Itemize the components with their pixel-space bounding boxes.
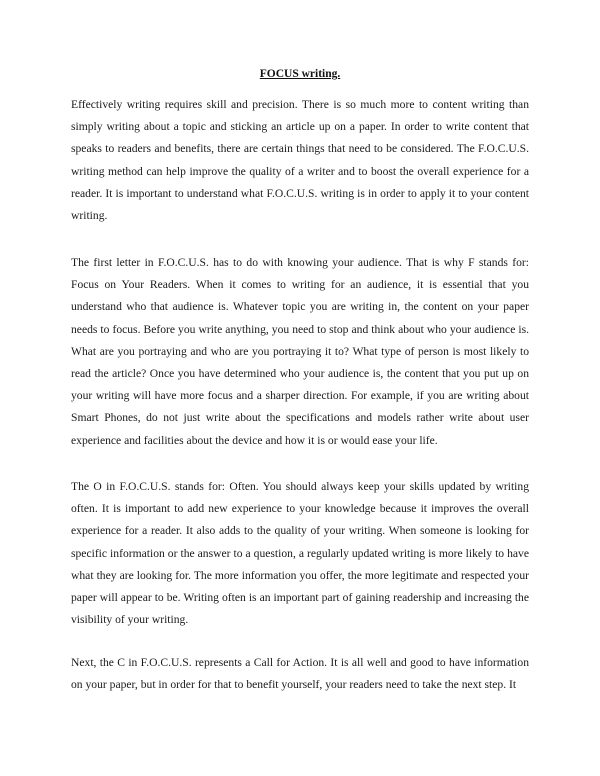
- paragraph-introduction: Effectively writing requires skill and precision. There is so much more to content writing than simply writing about a topic and sticking an article up on a paper. In order to write content that speaks to readers and benefits, there are certain things that need to be considered. The F.O.C.U.S. writing method can help improve the quality of a writer and to boost the overall experience for a reader. It is important to understand what F.O.C.U.S. writing is in order to apply it to your content writing.: [71, 98, 529, 223]
- paragraph-focus-on-readers: The first letter in F.O.C.U.S. has to do with knowing your audience. That is why F stands for: Focus on Your Readers. When it comes to writing for an audience, it is essential that you understand who that audience is. Whatever topic you are writing in, the content on your paper needs to focus. Before you write anything, you need to stop and think about who your audience is. What are you portraying and who are you portraying it to? What type of person is most likely to read the article? Once you have determined who your audience is, the content that you put up on your writing will have more focus and a sharper direction. For example, if you are writing about Smart Phones, do not just write about the specifications and models rather write about user experience and facilities about the device and how it is or would ease your life.: [71, 256, 529, 447]
- paragraph-call-for-action: Next, the C in F.O.C.U.S. represents a Call for Action. It is all well and good to have information on your paper, but in order for that to benefit yourself, your readers need to take the next step. It: [71, 656, 529, 692]
- paragraph-often: The O in F.O.C.U.S. stands for: Often. You should always keep your skills updated by writing often. It is important to add new experience to your knowledge because it improves the overall experience for a reader. It also adds to the quality of your writing. When someone is looking for specific information or the answer to a question, a regularly updated writing is more likely to have what they are looking for. The more information you offer, the more legitimate and respected your paper will appear to be. Writing often is an important part of gaining readership and increasing the visibility of your writing.: [71, 480, 529, 627]
- document-title: FOCUS writing.: [259, 68, 341, 80]
